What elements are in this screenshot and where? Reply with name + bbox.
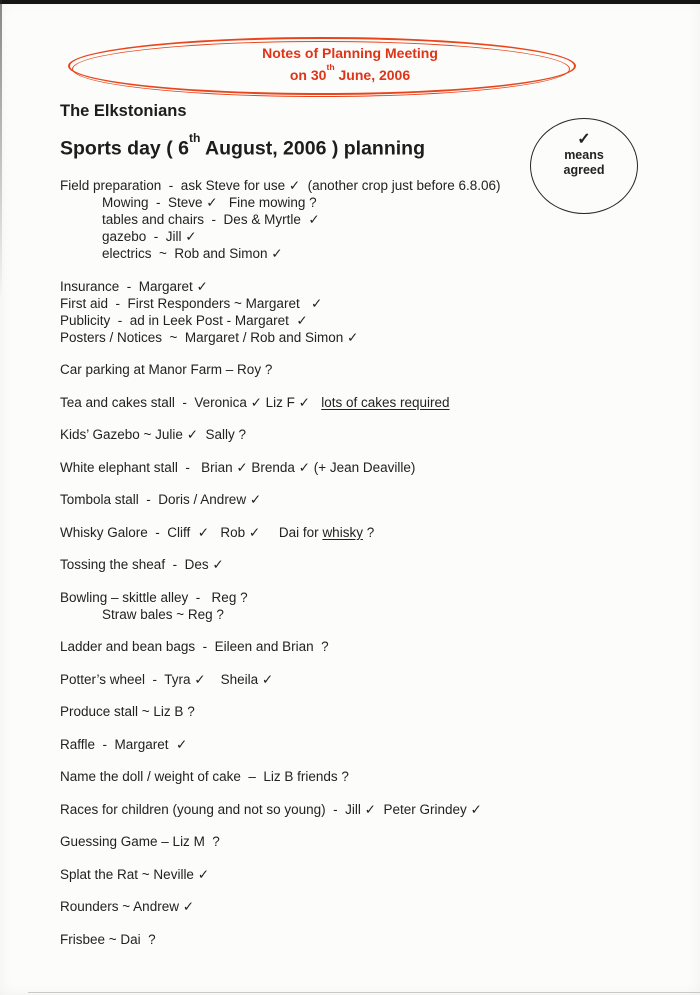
list-item xyxy=(60,638,645,655)
document-subject: Sports day ( 6th August, 2006 ) planning xyxy=(60,130,425,160)
list-item-text: Frisbee ~ Dai ? xyxy=(60,931,156,947)
list-item-text: Kids’ Gazebo ~ Julie ✓ Sally ? xyxy=(60,427,247,442)
list-item xyxy=(60,177,645,194)
list-item-text: Raffle - Margaret ✓ xyxy=(60,736,188,752)
list-item-text: Potter’s wheel - Tyra ✓ Sheila ✓ xyxy=(60,671,274,687)
list-item-text: tables and chairs - Des & Myrtle ✓ xyxy=(102,212,320,227)
list-item xyxy=(60,736,645,753)
list-item xyxy=(60,459,645,476)
list-item xyxy=(60,394,645,411)
list-item xyxy=(60,361,645,378)
list-item xyxy=(60,295,645,312)
list-item xyxy=(60,866,645,883)
meeting-title-line1: Notes of Planning Meeting xyxy=(262,45,438,61)
list-item-text: Splat the Rat ~ Neville ✓ xyxy=(60,866,210,882)
list-item xyxy=(60,671,645,688)
legend-badge-label-2: agreed xyxy=(563,163,605,177)
list-item-text: Name the doll / weight of cake – Liz B friends ? xyxy=(60,769,349,784)
list-item xyxy=(60,801,645,818)
list-item-text: Rounders ~ Andrew ✓ xyxy=(60,899,195,914)
list-item-text: Produce stall ~ Liz B ? xyxy=(60,704,195,719)
list-item xyxy=(60,768,645,785)
list-item-text: Straw bales ~ Reg ? xyxy=(102,606,224,622)
list-item-text: White elephant stall - Brian ✓ Brenda ✓ (+ Jean Deaville) xyxy=(60,459,416,475)
list-item-text: Tossing the sheaf - Des ✓ xyxy=(60,557,224,572)
list-item-text: electrics ~ Rob and Simon ✓ xyxy=(102,246,283,261)
list-item-text: Ladder and bean bags - Eileen and Brian ? xyxy=(60,639,329,654)
underlined-text: lots of cakes required xyxy=(321,394,450,410)
list-item-text: Tea and cakes stall - Veronica ✓ Liz F ✓ xyxy=(60,394,322,410)
list-item xyxy=(60,245,645,262)
scan-edge-bottom xyxy=(28,992,700,993)
list-item xyxy=(60,278,645,295)
item-list xyxy=(60,177,645,948)
scan-edge-left xyxy=(0,0,2,300)
list-item xyxy=(60,228,645,245)
list-item-text: Tombola stall - Doris / Andrew ✓ xyxy=(60,492,262,507)
meeting-title-line2: on 30th June, 2006 xyxy=(289,62,411,83)
list-item xyxy=(60,556,645,573)
list-item-text: Insurance - Margaret ✓ xyxy=(60,278,208,294)
meeting-title xyxy=(100,44,600,84)
list-item xyxy=(60,211,645,228)
list-item-text: Guessing Game – Liz M ? xyxy=(60,834,220,849)
check-icon: ✓ xyxy=(577,131,591,148)
list-item xyxy=(60,833,645,850)
list-item-text: Posters / Notices ~ Margaret / Rob and Simon ✓ xyxy=(60,329,359,345)
list-item-text: Whisky Galore - Cliff ✓ Rob ✓ Dai for xyxy=(60,524,323,540)
list-item xyxy=(60,312,645,329)
legend-badge-label-1: means xyxy=(564,148,604,162)
organisation-title: The Elkstonians xyxy=(60,102,187,120)
list-item xyxy=(60,524,645,541)
list-item-text: ? xyxy=(362,524,375,540)
list-item-text: Publicity - ad in Leek Post - Margaret ✓ xyxy=(60,312,308,328)
list-item xyxy=(60,329,645,346)
list-item-text: Bowling – skittle alley - Reg ? xyxy=(60,589,248,605)
list-item-text: Field preparation - ask Steve for use ✓ (another crop just before 6.8.06) xyxy=(60,178,501,193)
list-item xyxy=(60,703,645,720)
underlined-text: whisky xyxy=(322,524,363,540)
list-item-text: Car parking at Manor Farm – Roy ? xyxy=(60,362,273,377)
list-item xyxy=(60,606,645,623)
list-item xyxy=(60,931,645,948)
list-item xyxy=(60,589,645,606)
list-item-text: Mowing - Steve ✓ Fine mowing ? xyxy=(102,195,317,210)
scan-edge-top xyxy=(0,0,700,4)
list-item xyxy=(60,426,645,443)
list-item xyxy=(60,491,645,508)
list-item xyxy=(60,898,645,915)
list-item-text: First aid - First Responders ~ Margaret ✓ xyxy=(60,295,323,311)
list-item-text: Races for children (young and not so young) - Jill ✓ Peter Grindey ✓ xyxy=(60,801,482,817)
list-item xyxy=(60,194,645,211)
list-item-text: gazebo - Jill ✓ xyxy=(102,229,197,244)
